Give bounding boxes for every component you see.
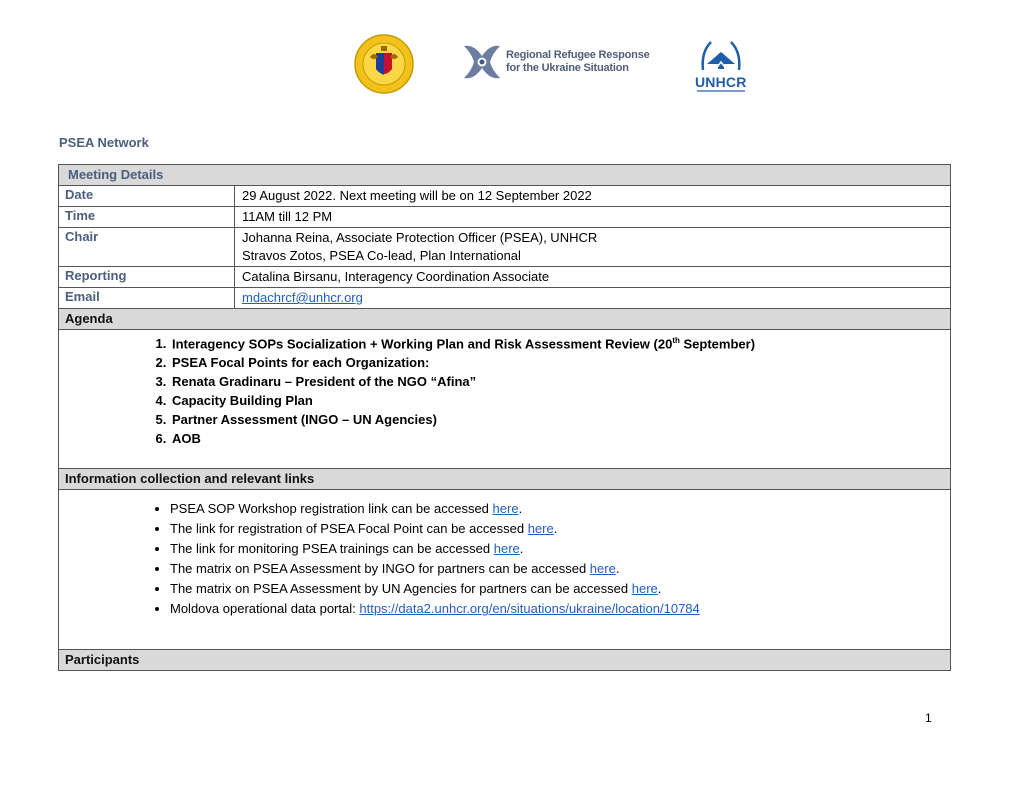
here-link[interactable]: here	[527, 521, 554, 537]
regional-refugee-response-icon	[460, 40, 504, 84]
header-logos	[0, 30, 1024, 100]
unhcr-logo	[693, 34, 749, 96]
page-number: 1	[925, 711, 932, 725]
agenda-item: 3. Renata Gradinaru – President of the NGO “Afina”	[170, 372, 950, 391]
rrr-text-line1: Regional Refugee Response	[506, 49, 650, 61]
time-value: 11AM till 12 PM	[242, 209, 333, 224]
agenda-heading: Agenda	[59, 308, 950, 329]
time-label: Time	[59, 207, 235, 227]
unhcr-wordmark: UNHCR	[695, 74, 747, 90]
table-row	[59, 227, 950, 266]
here-link[interactable]: here	[493, 541, 520, 557]
agenda-item: 6. AOB	[170, 429, 950, 448]
list-item: • The matrix on PSEA Assessment by INGO for partners can be accessed here.	[170, 559, 950, 579]
date-label: Date	[59, 186, 235, 206]
agenda-item: 5. Partner Assessment (INGO – UN Agencies)	[170, 410, 950, 429]
list-item: • PSEA SOP Workshop registration link can be accessed here.	[170, 499, 950, 519]
rrr-text-line2: for the Ukraine Situation	[506, 62, 629, 74]
list-item: • The matrix on PSEA Assessment by UN Agencies for partners can be accessed here.	[170, 579, 950, 599]
date-value: 29 August 2022. Next meeting will be on 12 September 2022	[242, 188, 592, 203]
table-row	[59, 287, 950, 308]
info-heading: Information collection and relevant links	[59, 468, 950, 489]
reporting-label: Reporting	[59, 267, 235, 287]
list-item: • The link for registration of PSEA Focal Point can be accessed here.	[170, 519, 950, 539]
regional-refugee-response-logo	[460, 40, 650, 86]
participants-heading: Participants	[59, 649, 950, 670]
list-item: • Moldova operational data portal: https://data2.unhcr.org/en/situations/ukraine/location/10784	[170, 599, 950, 619]
meeting-details-heading: Meeting Details	[59, 165, 950, 185]
data-portal-link[interactable]: https://data2.unhcr.org/en/situations/ukraine/location/10784	[359, 601, 700, 617]
here-link[interactable]: here	[589, 561, 616, 577]
table-row	[59, 266, 950, 287]
unhcr-tagline-mark	[697, 90, 745, 92]
here-link[interactable]: here	[492, 501, 519, 517]
agenda-list	[59, 329, 950, 468]
agenda-item: 2. PSEA Focal Points for each Organization:	[170, 353, 950, 372]
here-link[interactable]: here	[631, 581, 658, 597]
chair-label: Chair	[59, 228, 235, 266]
moldova-coat-of-arms-icon	[354, 33, 414, 95]
table-row	[59, 185, 950, 206]
chair-line-1: Johanna Reina, Associate Protection Officer (PSEA), UNHCR	[242, 230, 598, 245]
chair-line-2: Stravos Zotos, PSEA Co-lead, Plan International	[242, 248, 521, 263]
meeting-details-table	[58, 164, 951, 671]
agenda-item: 1. Interagency SOPs Socialization + Working Plan and Risk Assessment Review (20th September)	[170, 331, 950, 353]
unhcr-icon	[693, 34, 749, 74]
table-row	[59, 206, 950, 227]
reporting-value: Catalina Birsanu, Interagency Coordination Associate	[242, 269, 550, 284]
info-links-list	[59, 489, 950, 649]
email-link[interactable]: mdachrcf@unhcr.org	[242, 290, 363, 305]
list-item: • The link for monitoring PSEA trainings can be accessed here.	[170, 539, 950, 559]
chair-value	[235, 228, 950, 266]
agenda-item: 4. Capacity Building Plan	[170, 391, 950, 410]
email-label: Email	[59, 288, 235, 308]
network-title: PSEA Network	[59, 135, 149, 150]
email-value	[235, 288, 950, 308]
